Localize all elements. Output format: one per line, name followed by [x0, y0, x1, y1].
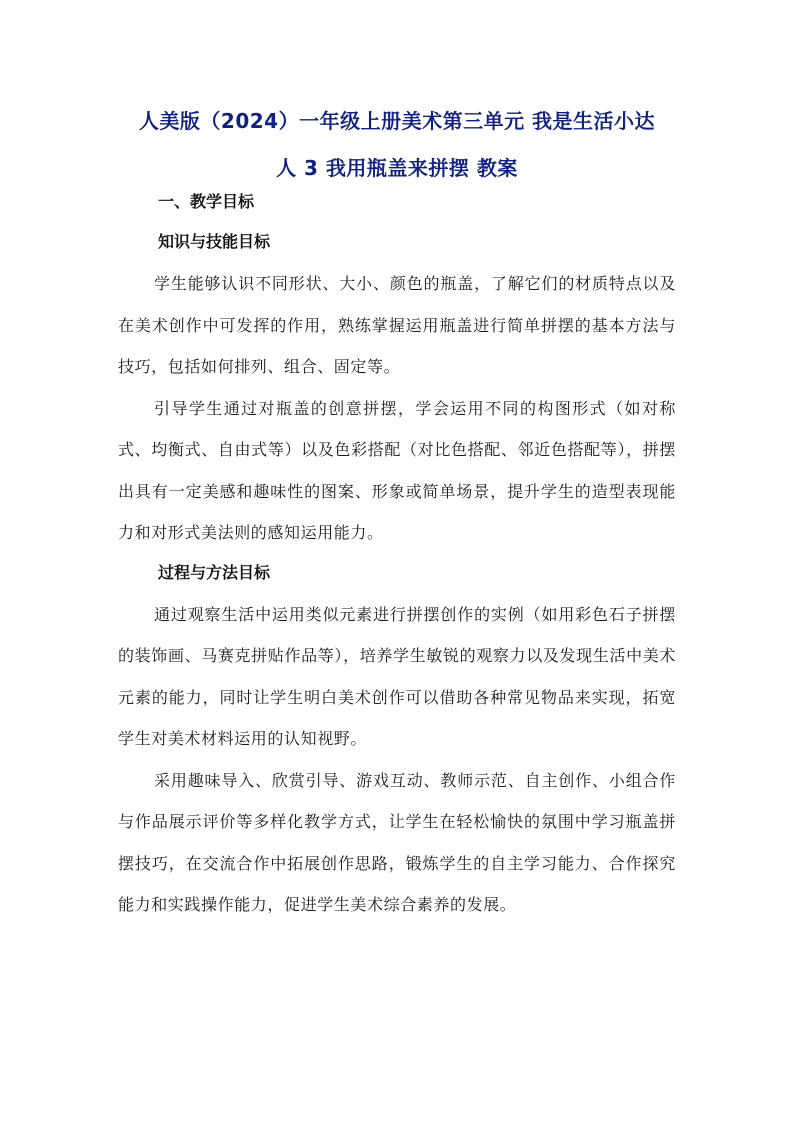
title-line-1: 人美版（2024）一年级上册美术第三单元 我是生活小达	[138, 109, 656, 133]
section-heading-teaching-goals: 一、教学目标	[158, 192, 255, 211]
paragraph-process-1: 通过观察生活中运用类似元素进行拼摆创作的实例（如用彩色石子拼摆的装饰画、马赛克拼贴作品等），培养学生敏锐的观察力以及发现生活中美术元素的能力，同时让学生明白美术创作可以借助各种常见物品来实现，拓宽学生对美术材料运用的认知视野。	[118, 604, 676, 748]
document-title	[118, 98, 676, 192]
subheading-knowledge-skills: 知识与技能目标	[158, 232, 271, 251]
paragraph-process-2: 采用趣味导入、欣赏引导、游戏互动、教师示范、自主创作、小组合作与作品展示评价等多样化教学方式，让学生在轻松愉快的氛围中学习瓶盖拼摆技巧，在交流合作中拓展创作思路，锻炼学生的自主学习能力、合作探究能力和实践操作能力，促进学生美术综合素养的发展。	[118, 770, 676, 914]
paragraph-knowledge-2: 引导学生通过对瓶盖的创意拼摆，学会运用不同的构图形式（如对称式、均衡式、自由式等）以及色彩搭配（对比色搭配、邻近色搭配等），拼摆出具有一定美感和趣味性的图案、形象或简单场景，提升学生的造型表现能力和对形式美法则的感知运用能力。	[118, 398, 676, 542]
document-body	[118, 183, 676, 926]
title-line-2: 人 3 我用瓶盖来拼摆 教案	[276, 156, 518, 180]
subheading-process-methods: 过程与方法目标	[158, 562, 271, 582]
paragraph-knowledge-1: 学生能够认识不同形状、大小、颜色的瓶盖，了解它们的材质特点以及在美术创作中可发挥的作用，熟练掌握运用瓶盖进行简单拼摆的基本方法与技巧，包括如何排列、组合、固定等。	[118, 274, 676, 376]
